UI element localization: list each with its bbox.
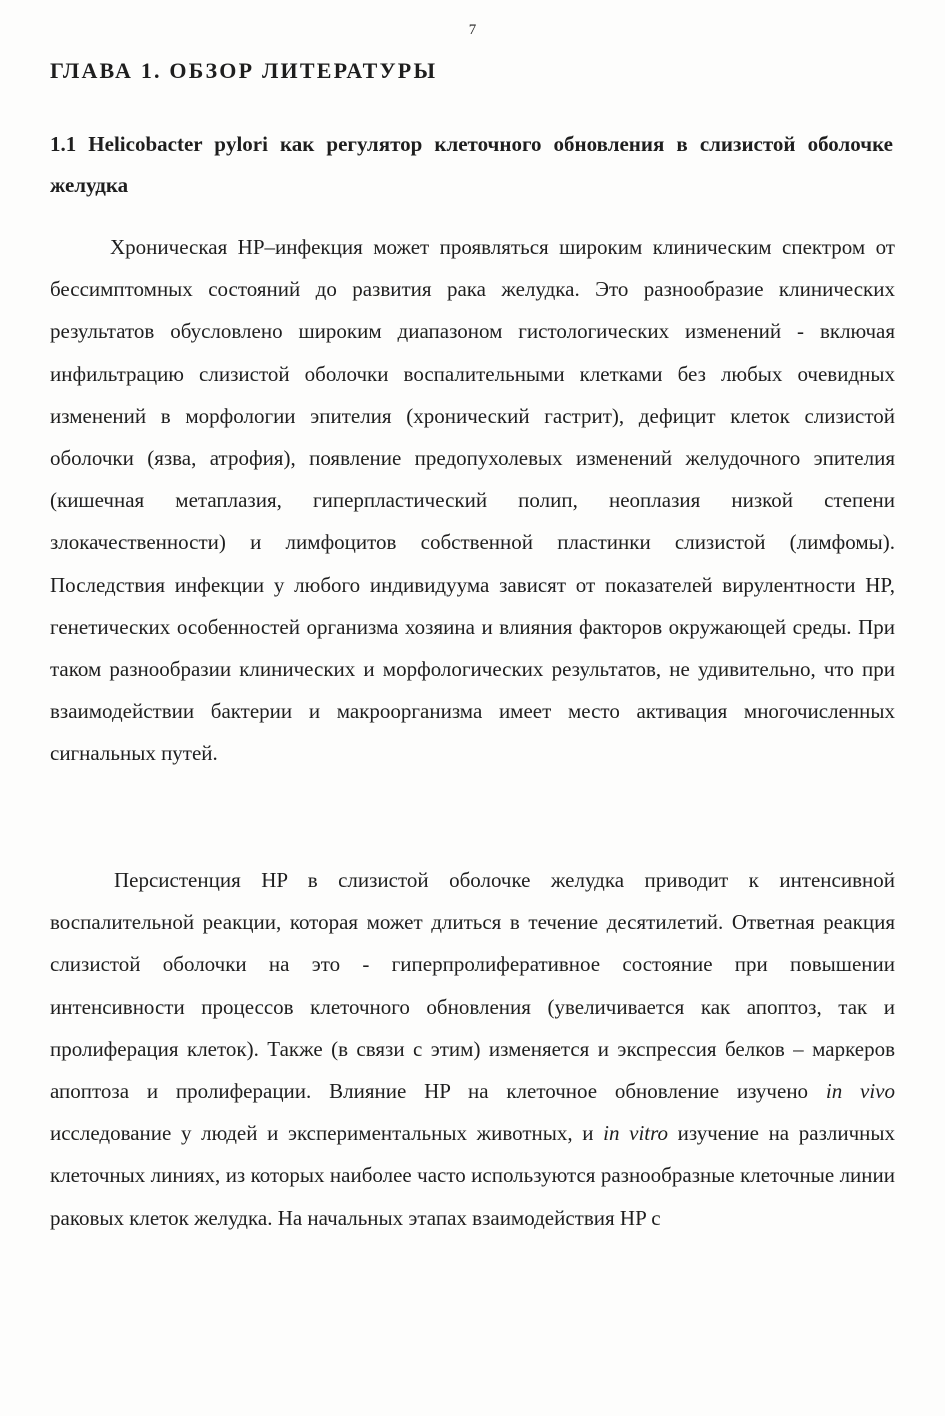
paragraph-2-italic-in-vivo: in vivo bbox=[825, 1079, 895, 1104]
section-title: 1.1 Helicobacter pylori как регулятор клеточного обновления в слизистой оболочке желудка bbox=[50, 132, 893, 197]
paragraph-2-part-1: Персистенция HP в слизистой оболочке желудка приводит к интенсивной воспалительной реакции, которая может длиться в течение десятилетий. Ответная реакция слизистой оболочки на это - гиперпролиферативное состояние при повышении интенсивности процессов клеточного обновления (увеличивается как апоптоз, так и пролиферация клеток). Также (в связи с этим) изменяется и экспрессия белков – маркеров апоптоза и пролиферации. Влияние HP на клеточное обновление изучено bbox=[50, 868, 895, 1104]
page-number: 7 bbox=[468, 22, 477, 38]
paragraph-2-italic-in-vitro: in vitro bbox=[603, 1121, 669, 1146]
chapter-title: ГЛАВА 1. ОБЗОР ЛИТЕРАТУРЫ bbox=[50, 58, 438, 83]
paragraph-1: Хроническая HP–инфекция может проявляться широким клиническим спектром от бессимптомных состояний до развития рака желудка. Это разнообразие клинических результатов обусловлено широким диапазоном гистологических изменений - включая инфильтрацию слизистой оболочки воспалительными клетками без любых очевидных изменений в морфологии эпителия (хронический гастрит), дефицит клеток слизистой оболочки (язва, атрофия), появление предопухолевых изменений желудочного эпителия (кишечная метаплазия, гиперпластический полип, неоплазия низкой степени злокачественности) и лимфоцитов собственной пластинки слизистой (лимфомы). Последствия инфекции у любого индивидуума зависят от показателей вирулентности HP, генетических особенностей организма хозяина и влияния факторов окружающей среды. При таком разнообразии клинических и морфологических результатов, не удивительно, что при взаимодействии бактерии и макроорганизма имеет место активация многочисленных сигнальных путей. bbox=[50, 235, 895, 766]
paragraph-2 bbox=[50, 859, 895, 1239]
paragraph-2-part-2: исследование у людей и экспериментальных животных, и bbox=[50, 1121, 604, 1146]
paragraph-2-part-3: изучение на различных клеточных линиях, из которых наиболее часто используются разнообразные клеточные линии раковых клеток желудка. На начальных этапах взаимодействия HP с bbox=[50, 1121, 896, 1230]
